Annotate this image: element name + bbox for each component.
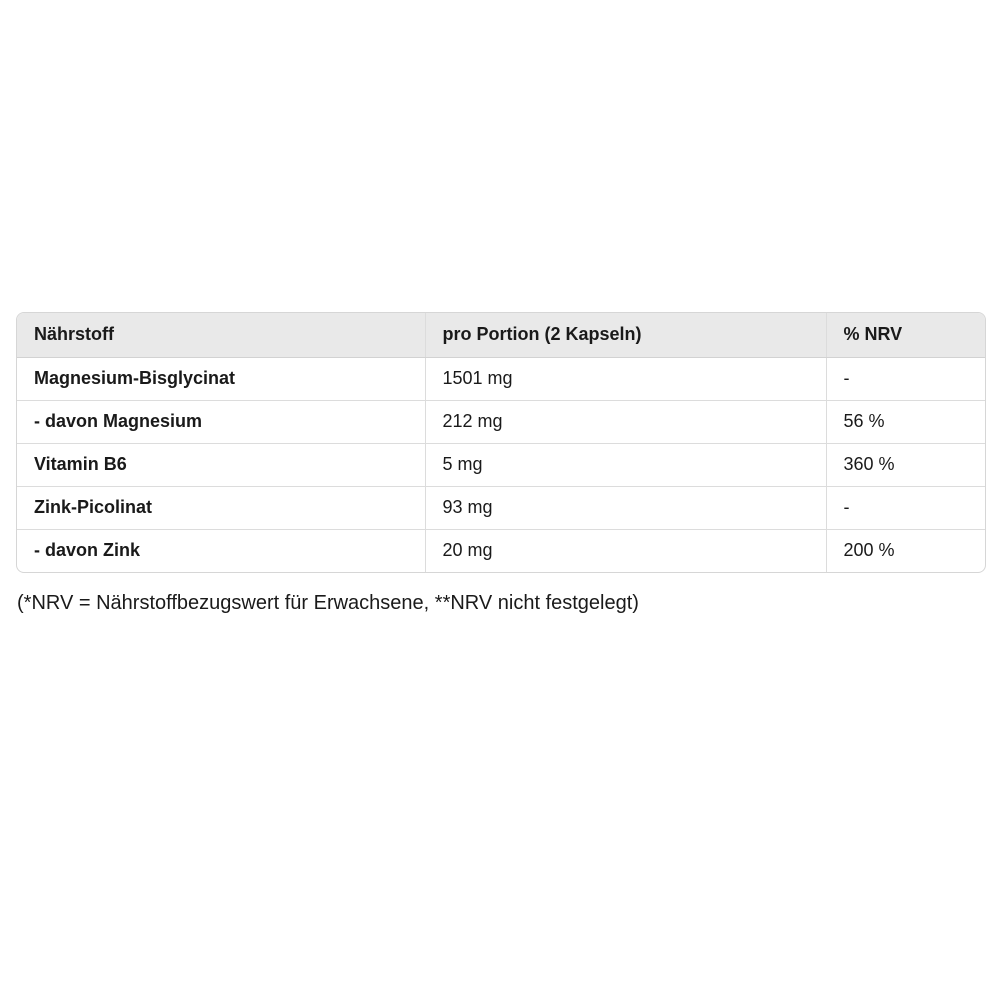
header-nutrient: Nährstoff <box>17 313 425 357</box>
nutrient-amount: 93 mg <box>425 486 826 529</box>
table-row <box>17 486 985 529</box>
table-row <box>17 357 985 400</box>
nutrition-table-container <box>16 312 986 573</box>
nutrient-name: Magnesium-Bisglycinat <box>17 357 425 400</box>
nutrient-nrv: - <box>826 486 985 529</box>
nutrient-nrv: 360 % <box>826 443 985 486</box>
header-nrv: % NRV <box>826 313 985 357</box>
nutrient-nrv: 200 % <box>843 540 895 561</box>
nutrient-name: - davon Zink <box>17 529 425 572</box>
header-row <box>17 313 985 357</box>
nutrient-nrv: 56 % <box>826 400 985 443</box>
header-per-portion: pro Portion (2 Kapseln) <box>425 313 826 357</box>
nutrient-name: Zink-Picolinat <box>17 486 425 529</box>
table-body <box>17 357 985 572</box>
nutrition-table <box>17 313 985 572</box>
nutrient-name: - davon Magnesium <box>17 400 425 443</box>
nutrient-nrv: - <box>826 357 985 400</box>
nrv-footnote: (*NRV = Nährstoffbezugswert für Erwachsene, **NRV nicht festgelegt) <box>17 592 639 614</box>
nutrient-amount: 20 mg <box>425 529 826 572</box>
nutrient-amount: 5 mg <box>425 443 826 486</box>
table-row <box>17 400 985 443</box>
table-header <box>17 313 985 357</box>
table-row <box>17 529 985 572</box>
nutrient-amount: 212 mg <box>425 400 826 443</box>
nutrient-name: Vitamin B6 <box>17 443 425 486</box>
nutrient-amount: 1501 mg <box>425 357 826 400</box>
table-row <box>17 443 985 486</box>
